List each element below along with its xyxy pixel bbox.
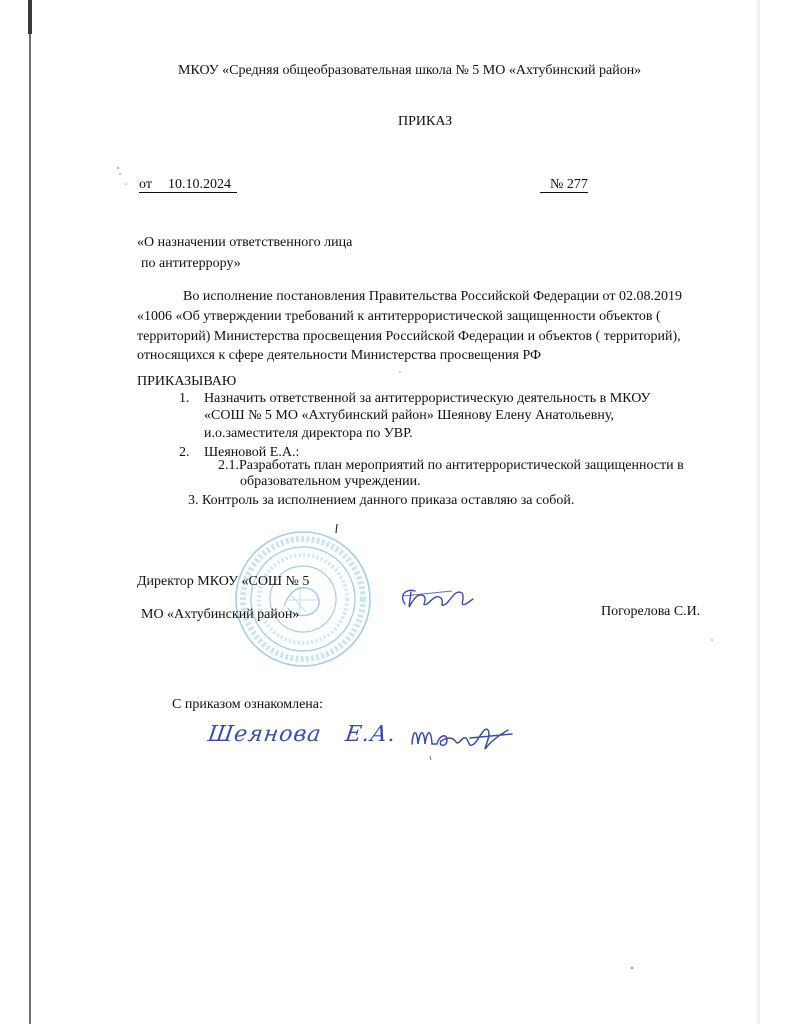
item-2-1-line-2: образовательном учреждении. [240,474,421,489]
acknowledgement-label: С приказом ознакомлена: [172,697,323,712]
item-1-line-2: «СОШ № 5 МО «Ахтубинский район» Шеянову Елену Анатольевну, [204,408,614,423]
item-2-line-1: Шеяновой Е.А.: [204,445,300,460]
order-keyword: ПРИКАЗЫВАЮ [137,374,237,389]
handwritten-acknowledgement: Шеянова Е.А. [206,722,398,747]
order-number-value: № 277 [540,178,588,193]
item-1-line-1: Назначить ответственной за антитеррористическую деятельность в МКОУ [204,391,651,406]
item-3-line-1: 3. Контроль за исполнением данного приказа оставляю за собой. [188,493,575,508]
signer-position-line-1: Директор МКОУ «СОШ № 5 [137,574,310,589]
employee-signature [412,729,512,748]
date-prefix: от [139,177,152,192]
item-2-number: 2. [179,445,190,460]
signer-position-line-2: МО «Ахтубинский район» [141,607,300,622]
subject-line-1: «О назначении ответственного лица [137,235,353,250]
date-value: 10.10.2024 [167,177,231,192]
preamble-line-1: Во исполнение постановления Правительства Российской Федерации от 02.08.2019 [183,289,682,304]
preamble-line-3: территорий) Министерства просвещения Российской Федерации и объектов ( территорий), [137,329,681,344]
preamble-line-4: относящихся к сфере деятельности Министерства просвещения РФ [137,348,542,363]
item-1-number: 1. [179,391,190,406]
pen-mark [430,756,431,760]
document-title: ПРИКАЗ [398,114,453,129]
item-2-1-line-1: 2.1.Разработать план мероприятий по антитеррористической защищенности в [218,458,684,473]
preamble-line-2: «1006 «Об утверждении требований к антитеррористической защищенности объектов ( [137,309,661,324]
signer-name: Погорелова С.И. [601,604,701,619]
item-1-line-3: и.о.заместителя директора по УВР. [204,426,413,441]
subject-line-2: по антитеррору» [141,256,241,271]
school-name: МКОУ «Средняя общеобразовательная школа № 5 МО «Ахтубинский район» [178,63,642,78]
